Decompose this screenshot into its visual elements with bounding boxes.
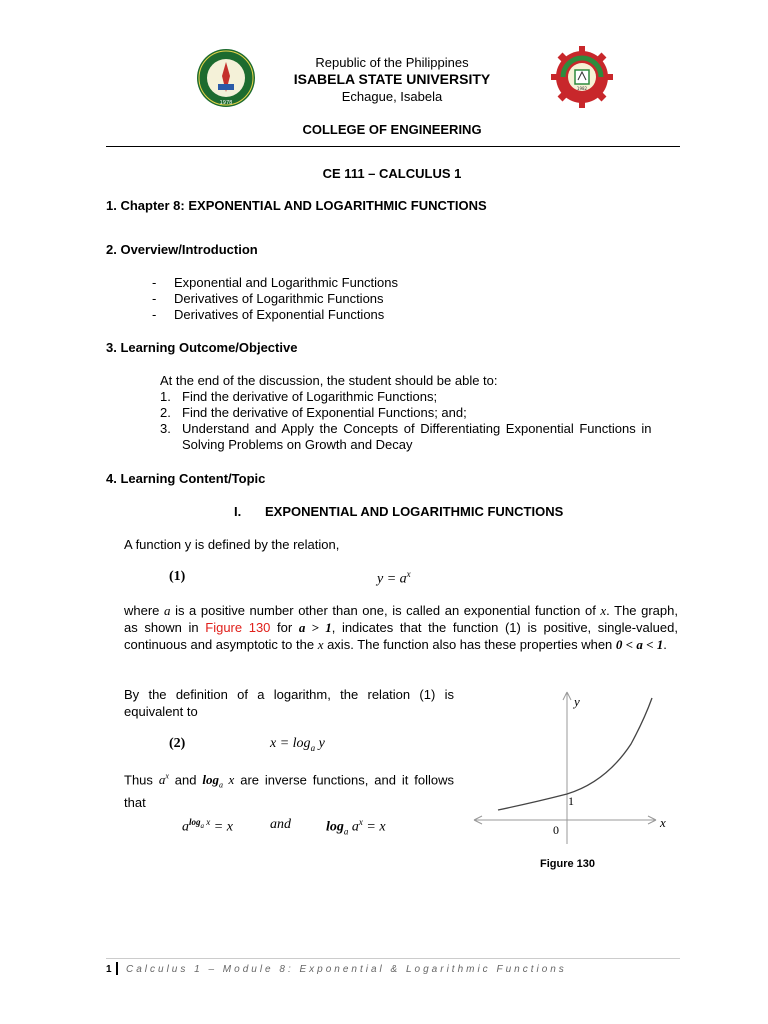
paragraph-definition: where a is a positive number other than one, is called an exponential function of x. The graph, as shown in Figure 130 for a > 1, indicates that the function (1) is positive, single-valued, continuous and asymptotic to the x axis. The function also has these properties when 0 < a < 1.	[124, 603, 678, 652]
exponential-graph	[466, 684, 680, 854]
university-name: ISABELA STATE UNIVERSITY	[293, 71, 491, 87]
topic-title: EXPONENTIAL AND LOGARITHMIC FUNCTIONS	[265, 504, 564, 519]
seal-year-right: 1982	[576, 86, 588, 91]
list-item: 1. Find the derivative of Logarithmic Functions;	[160, 389, 438, 404]
course-title: CE 111 – CALCULUS 1	[322, 166, 462, 181]
republic-line: Republic of the Philippines	[315, 55, 469, 70]
equation-3-right: $\log_a a^x = x$	[326, 817, 386, 837]
section-4-heading: 4. Learning Content/Topic	[106, 471, 266, 486]
list-item: 3. Understand and Apply the Concepts of Differentiating Exponential Functions in	[160, 421, 652, 436]
equation-2: $x = \log_a y$	[270, 736, 325, 753]
intercept-label: 1	[568, 794, 574, 808]
paragraph-logarithm: By the definition of a logarithm, the relation (1) is equivalent to	[124, 687, 454, 719]
university-location: Echague, Isabela	[341, 89, 443, 104]
equation-2-label: (2)	[169, 736, 186, 751]
header-rule	[106, 146, 680, 147]
list-item: - Exponential and Logarithmic Functions	[152, 275, 399, 290]
footer-rule	[106, 958, 680, 959]
topic-number: I.	[234, 504, 242, 519]
list-item-continued: Solving Problems on Growth and Decay	[182, 437, 413, 452]
objective-list	[160, 389, 680, 453]
list-item: 2. Find the derivative of Exponential Functions; and;	[160, 405, 467, 420]
section-2-heading: 2. Overview/Introduction	[106, 242, 258, 257]
paragraph-inverse: Thus $a^x$ and $\log_a x$ are inverse functions, and it follows that	[124, 772, 454, 810]
y-axis-label: y	[574, 694, 580, 709]
college-name: COLLEGE OF ENGINEERING	[302, 122, 482, 137]
figure-130-link[interactable]: Figure 130	[205, 620, 271, 635]
origin-label: 0	[553, 823, 559, 837]
footer-separator	[116, 962, 118, 975]
equation-3-left: $a^{log_a x} = x$	[182, 817, 233, 835]
engineering-seal	[551, 46, 613, 108]
figure-caption: Figure 130	[540, 858, 596, 870]
overview-list	[152, 275, 398, 323]
paragraph-intro: A function y is defined by the relation,	[124, 537, 340, 552]
section-3-heading: 3. Learning Outcome/Objective	[106, 340, 298, 355]
equation-3-and: and	[270, 817, 291, 832]
footer-text: Calculus 1 – Module 8: Exponential & Logarithmic Functions	[126, 964, 567, 975]
equation-1: $y = a^x$	[377, 569, 411, 587]
section-1-heading: 1. Chapter 8: EXPONENTIAL AND LOGARITHMIC FUNCTIONS	[106, 198, 487, 213]
x-axis-label: x	[660, 815, 666, 830]
list-item: - Derivatives of Exponential Functions	[152, 307, 385, 322]
list-item: - Derivatives of Logarithmic Functions	[152, 291, 384, 306]
page-number: 1	[106, 964, 112, 975]
equation-1-label: (1)	[169, 569, 186, 584]
objective-intro: At the end of the discussion, the student should be able to:	[160, 373, 498, 388]
seal-year: 1978	[219, 100, 233, 106]
